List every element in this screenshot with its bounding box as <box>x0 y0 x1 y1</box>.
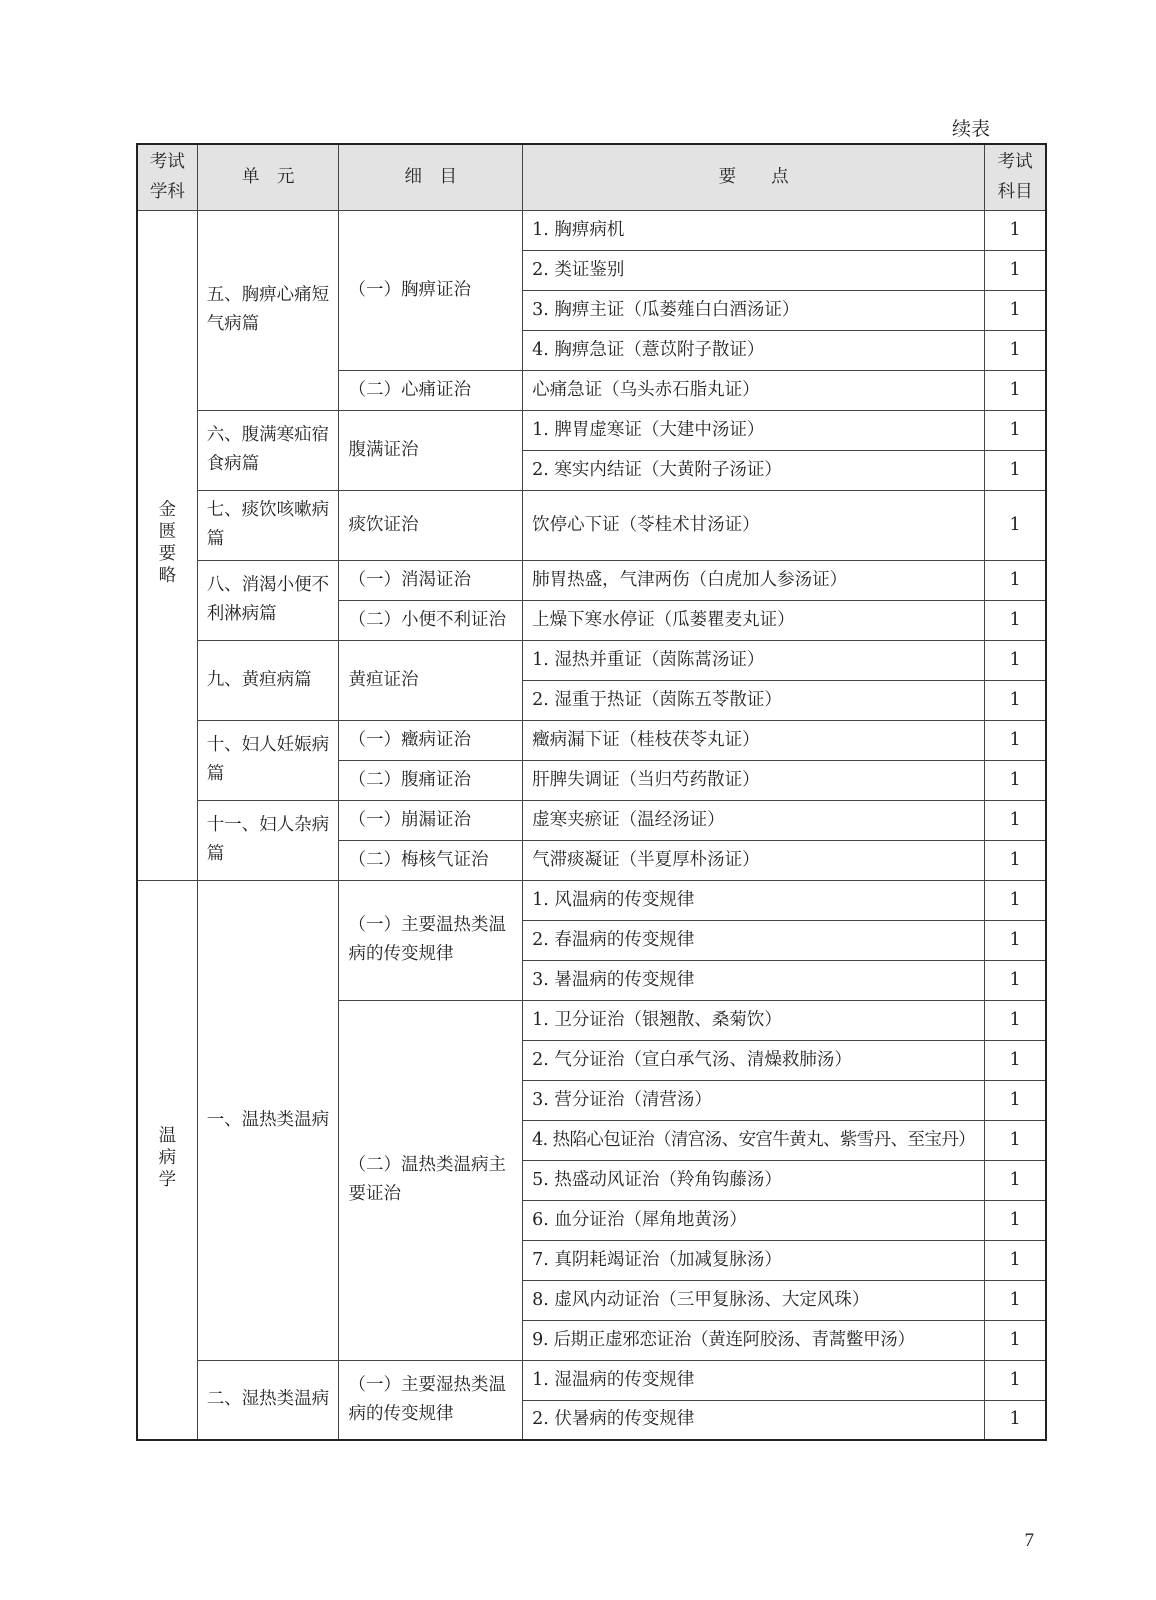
unit-cell: 八、消渴小便不利淋病篇 <box>197 560 339 640</box>
unit-cell: 九、黄疸病篇 <box>197 640 339 720</box>
code-cell: 1 <box>985 1400 1046 1440</box>
point-cell: 3. 胸痹主证（瓜蒌薤白白酒汤证） <box>523 290 985 330</box>
point-cell: 气滞痰凝证（半夏厚朴汤证） <box>523 840 985 880</box>
table-row <box>137 640 1046 680</box>
point-cell: 2. 类证鉴别 <box>523 250 985 290</box>
unit-cell: 七、痰饮咳嗽病篇 <box>197 490 339 560</box>
point-cell: 1. 卫分证治（银翘散、桑菊饮） <box>523 1000 985 1040</box>
item-cell: （一）癥病证治 <box>339 720 523 760</box>
code-cell: 1 <box>985 1240 1046 1280</box>
item-cell: （一）崩漏证治 <box>339 800 523 840</box>
point-cell: 2. 伏暑病的传变规律 <box>523 1400 985 1440</box>
header-item: 细 目 <box>339 144 523 210</box>
code-cell: 1 <box>985 410 1046 450</box>
table-row <box>137 490 1046 560</box>
subject-cell-wenbing: 温病学 <box>137 880 197 1440</box>
item-cell: 腹满证治 <box>339 410 523 490</box>
unit-cell: 五、胸痹心痛短气病篇 <box>197 210 339 410</box>
header-subject: 考试 学科 <box>137 144 197 210</box>
point-cell: 2. 春温病的传变规律 <box>523 920 985 960</box>
unit-cell: 十一、妇人杂病篇 <box>197 800 339 880</box>
code-cell: 1 <box>985 450 1046 490</box>
point-cell: 肝脾失调证（当归芍药散证） <box>523 760 985 800</box>
code-cell: 1 <box>985 560 1046 600</box>
syllabus-table <box>136 143 1047 1441</box>
code-cell: 1 <box>985 720 1046 760</box>
item-cell: （二）腹痛证治 <box>339 760 523 800</box>
code-cell: 1 <box>985 1040 1046 1080</box>
point-cell: 6. 血分证治（犀角地黄汤） <box>523 1200 985 1240</box>
point-cell: 5. 热盛动风证治（羚角钩藤汤） <box>523 1160 985 1200</box>
point-cell: 上燥下寒水停证（瓜蒌瞿麦丸证） <box>523 600 985 640</box>
point-cell: 4. 胸痹急证（薏苡附子散证） <box>523 330 985 370</box>
point-cell: 2. 气分证治（宣白承气汤、清燥救肺汤） <box>523 1040 985 1080</box>
header-points: 要 点 <box>523 144 985 210</box>
unit-cell: 十、妇人妊娠病篇 <box>197 720 339 800</box>
point-cell: 1. 风温病的传变规律 <box>523 880 985 920</box>
code-cell: 1 <box>985 330 1046 370</box>
point-cell: 3. 暑温病的传变规律 <box>523 960 985 1000</box>
table-header-row <box>137 144 1046 210</box>
code-cell: 1 <box>985 210 1046 250</box>
code-cell: 1 <box>985 290 1046 330</box>
code-cell: 1 <box>985 490 1046 560</box>
unit-cell: 二、湿热类温病 <box>197 1360 339 1440</box>
point-cell: 2. 湿重于热证（茵陈五苓散证） <box>523 680 985 720</box>
table-row <box>137 1360 1046 1400</box>
code-cell: 1 <box>985 600 1046 640</box>
code-cell: 1 <box>985 760 1046 800</box>
header-unit: 单 元 <box>197 144 339 210</box>
code-cell: 1 <box>985 1120 1046 1160</box>
item-cell: （二）小便不利证治 <box>339 600 523 640</box>
point-cell: 7. 真阴耗竭证治（加减复脉汤） <box>523 1240 985 1280</box>
point-cell: 癥病漏下证（桂枝茯苓丸证） <box>523 720 985 760</box>
point-cell: 1. 脾胃虚寒证（大建中汤证） <box>523 410 985 450</box>
point-cell: 饮停心下证（苓桂术甘汤证） <box>523 490 985 560</box>
point-cell: 虚寒夹瘀证（温经汤证） <box>523 800 985 840</box>
table-row <box>137 560 1046 600</box>
code-cell: 1 <box>985 680 1046 720</box>
code-cell: 1 <box>985 880 1046 920</box>
table-row <box>137 720 1046 760</box>
unit-cell: 六、腹满寒疝宿食病篇 <box>197 410 339 490</box>
point-cell: 1. 胸痹病机 <box>523 210 985 250</box>
code-cell: 1 <box>985 1360 1046 1400</box>
table-row <box>137 800 1046 840</box>
item-cell: 黄疸证治 <box>339 640 523 720</box>
code-cell: 1 <box>985 1000 1046 1040</box>
code-cell: 1 <box>985 640 1046 680</box>
code-cell: 1 <box>985 800 1046 840</box>
point-cell: 4. 热陷心包证治（清宫汤、安宫牛黄丸、紫雪丹、至宝丹） <box>523 1120 985 1160</box>
unit-cell: 一、温热类温病 <box>197 880 339 1360</box>
code-cell: 1 <box>985 370 1046 410</box>
item-cell: （一）主要湿热类温病的传变规律 <box>339 1360 523 1440</box>
point-cell: 9. 后期正虚邪恋证治（黄连阿胶汤、青蒿鳖甲汤） <box>523 1320 985 1360</box>
code-cell: 1 <box>985 1160 1046 1200</box>
code-cell: 1 <box>985 1280 1046 1320</box>
page-number: 7 <box>1024 1530 1034 1551</box>
code-cell: 1 <box>985 250 1046 290</box>
table-row <box>137 210 1046 250</box>
item-cell: （二）梅核气证治 <box>339 840 523 880</box>
point-cell: 3. 营分证治（清营汤） <box>523 1080 985 1120</box>
header-exam: 考试 科目 <box>985 144 1046 210</box>
point-cell: 2. 寒实内结证（大黄附子汤证） <box>523 450 985 490</box>
continued-label: 续表 <box>951 118 990 140</box>
table-row <box>137 410 1046 450</box>
code-cell: 1 <box>985 920 1046 960</box>
point-cell: 肺胃热盛，气津两伤（白虎加人参汤证） <box>523 560 985 600</box>
item-cell: （一）消渴证治 <box>339 560 523 600</box>
item-cell: （二）心痛证治 <box>339 370 523 410</box>
code-cell: 1 <box>985 840 1046 880</box>
point-cell: 1. 湿温病的传变规律 <box>523 1360 985 1400</box>
point-cell: 8. 虚风内动证治（三甲复脉汤、大定风珠） <box>523 1280 985 1320</box>
item-cell: （一）主要温热类温病的传变规律 <box>339 880 523 1000</box>
code-cell: 1 <box>985 1080 1046 1120</box>
item-cell: （二）温热类温病主要证治 <box>339 1000 523 1360</box>
code-cell: 1 <box>985 1200 1046 1240</box>
subject-cell-jingui: 金匮要略 <box>137 210 197 880</box>
point-cell: 1. 湿热并重证（茵陈蒿汤证） <box>523 640 985 680</box>
code-cell: 1 <box>985 960 1046 1000</box>
item-cell: 痰饮证治 <box>339 490 523 560</box>
code-cell: 1 <box>985 1320 1046 1360</box>
table-row <box>137 880 1046 920</box>
point-cell: 心痛急证（乌头赤石脂丸证） <box>523 370 985 410</box>
item-cell: （一）胸痹证治 <box>339 210 523 370</box>
